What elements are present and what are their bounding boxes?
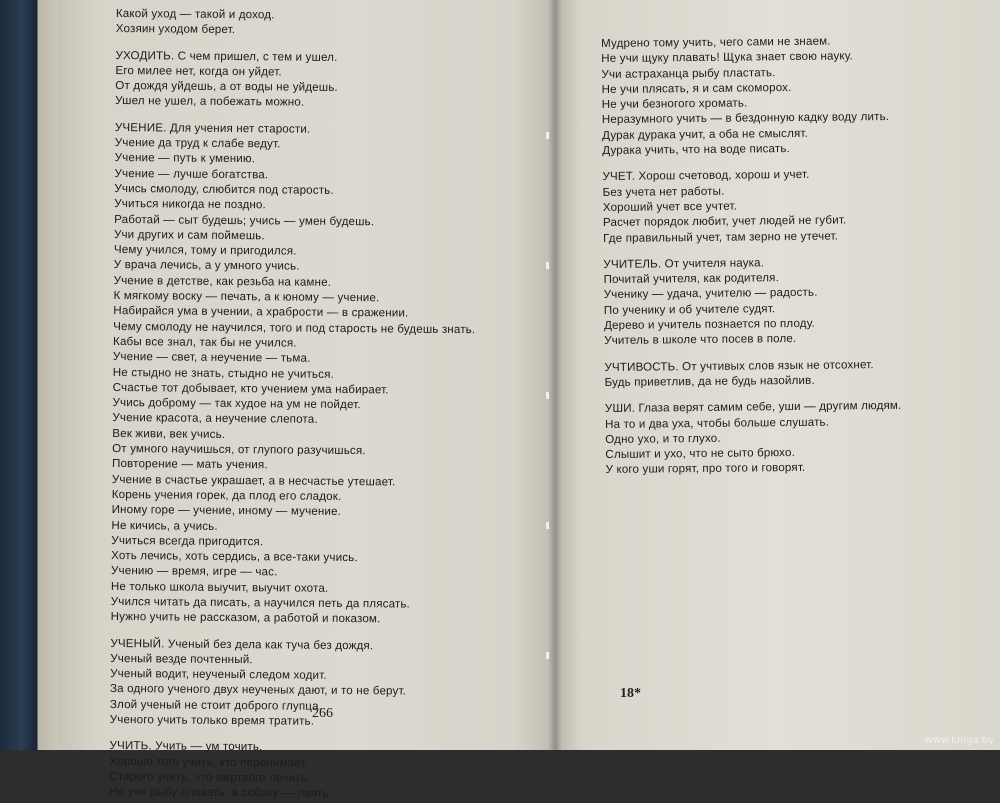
text-line: Расчет порядок любит, учет людей не губит.	[602, 213, 847, 230]
text-line: Одно ухо, и то глухо.	[605, 431, 721, 446]
text-line: К мягкому воску — печать, а к юному — учение.	[113, 289, 380, 305]
section-heading-line: УХОДИТЬ. С чем пришел, с тем и ушел.	[115, 48, 338, 64]
binding-stitch	[546, 392, 549, 399]
right-page-text	[601, 32, 996, 478]
text-line: Не кичись, а учись.	[111, 518, 218, 533]
text-line: Учение да труд к слабе ведут.	[114, 136, 281, 151]
text-line: Не только школа выучит, выучит охота.	[110, 579, 329, 595]
text-line: Хозяин уходом берет.	[115, 22, 236, 37]
binding-stitch	[546, 262, 549, 269]
text-line: Хороший учет все учтет.	[602, 199, 737, 214]
text-line: Слышит и ухо, что не сыто брюхо.	[605, 446, 796, 462]
text-line: За одного ученого двух неученых дают, и то не берут.	[109, 682, 407, 699]
text-line: Ученого учить только время тратить.	[109, 713, 315, 728]
binding-stitch	[546, 522, 549, 529]
text-line: Учиться всегда пригодится.	[111, 533, 264, 549]
text-line: Не учи плясать, я и сам скоморох.	[601, 80, 792, 96]
text-line: Почитай учителя, как родителя.	[603, 271, 779, 287]
text-line: Его милее нет, когда он уйдет.	[115, 63, 282, 79]
text-line: На то и два уха, чтобы больше слушать.	[604, 415, 830, 431]
text-line: Ушел не ушел, а побежать можно.	[115, 94, 305, 110]
section-heading-line: УЧЕНИЕ. Для учения нет старости.	[114, 120, 311, 136]
text-line: Учи астраханца рыбу пластать.	[601, 65, 776, 81]
text-line: Набирайся ума в учении, а храбрости — в сражении.	[113, 304, 409, 320]
text-line: Не учи рыбу плавать, а собаку — лаять.	[109, 785, 333, 801]
text-line: Без учета нет работы.	[602, 184, 725, 199]
section-heading-line: УЧЕНЫЙ. Ученый без дела как туча без дождя.	[110, 636, 374, 652]
binding-stitch	[546, 652, 549, 659]
text-line: Учение в детстве, как резьба на камне.	[113, 273, 332, 289]
text-line: Учение — путь к умению.	[114, 151, 256, 166]
text-line: У врача лечись, а у умного учись.	[113, 258, 300, 274]
text-line: Учение в счастье украшает, а в несчастье утешает.	[111, 472, 396, 489]
text-line: Чему учился, тому и пригодился.	[113, 243, 297, 258]
text-line: Дерево и учитель познается по плоду.	[603, 316, 815, 333]
text-line: Ученый везде почтенный.	[110, 651, 253, 667]
text-line: Не учи щуку плавать! Щука знает свою науку.	[601, 49, 853, 66]
page-signature-mark: 18*	[620, 686, 641, 701]
text-line: Корень учения горек, да плод его сладок.	[111, 487, 342, 503]
text-line: Будь приветлив, да не будь назойлив.	[604, 373, 815, 389]
text-line: Дурак дурака учит, а оба не смыслят.	[601, 126, 808, 142]
text-line: Не стыдно не знать, стыдно не учиться.	[112, 365, 334, 381]
text-line: Учение — лучше богатства.	[114, 166, 269, 182]
text-line: По ученику и об учителе судят.	[603, 301, 776, 317]
watermark: www.kniga.by	[924, 735, 994, 746]
text-line: Иному горе — учение, иному — мучение.	[111, 503, 342, 519]
left-page	[58, 0, 555, 801]
text-line: Где правильный учет, там зерно не утечет.	[603, 229, 839, 245]
text-line: Счастье тот добывает, кто учением ума набирает.	[112, 380, 389, 397]
text-line: Хоть лечись, хоть сердись, а все-таки учись.	[111, 549, 358, 565]
text-line: Ученый водит, неученый следом ходит.	[110, 667, 327, 683]
section-heading-line: УШИ. Глаза верят самим себе, уши — другим людям.	[604, 399, 902, 416]
section-heading-line: УЧТИВОСТЬ. От учтивых слов язык не отсохнет.	[604, 357, 874, 374]
text-line: Учение — свет, а неучение — тьма.	[112, 350, 311, 365]
text-line: Учись доброму — так худое на ум не пойдет.	[112, 396, 361, 412]
section-heading-line: УЧИТЕЛЬ. От учителя наука.	[603, 256, 765, 271]
text-line: Дурака учить, что на воде писать.	[602, 142, 790, 158]
text-line: Учению — время, игре — час.	[111, 564, 278, 579]
text-line: Мудрено тому учить, чего сами не знаем.	[601, 34, 831, 50]
text-line: Век живи, век учись.	[112, 426, 226, 441]
text-line: Неразумного учить — в бездонную кадку воду лить.	[601, 110, 890, 127]
text-line: Хорошо того учить, кто перенимает.	[109, 754, 309, 770]
text-line: Какой уход — такой и доход.	[115, 6, 275, 22]
text-line: Нужно учить не рассказом, а работой и показом.	[110, 610, 381, 626]
text-line: Повторение — мать учения.	[111, 457, 268, 472]
book-spine-cover	[0, 0, 62, 750]
left-page-text	[109, 6, 546, 803]
text-line: Работай — сыт будешь; учись — умен будешь.	[114, 212, 375, 228]
page-number: 266	[312, 706, 333, 721]
right-page	[555, 0, 1000, 750]
text-line: Не учи безногого хромать.	[601, 96, 748, 112]
text-line: От умного научишься, от глупого разучишься.	[112, 441, 366, 458]
text-line: У кого уши горят, про того и говорят.	[605, 461, 806, 477]
book-gutter	[548, 0, 562, 750]
text-line: Старого учить, что мертвого лечить.	[109, 769, 311, 785]
text-line: Злой ученый не стоит доброго глупца.	[109, 697, 323, 713]
text-line: Чему смолоду не научился, того и под старость не будешь знать.	[113, 319, 476, 336]
text-line: Учись смолоду, слюбится под старость.	[114, 181, 334, 197]
text-line: Учи других и сам поймешь.	[113, 227, 265, 243]
text-line: Учился читать да писать, а научился петь да плясать.	[110, 594, 411, 611]
text-line: Ученику — удача, учителю — радость.	[603, 286, 818, 302]
section-heading-line: УЧЕТ. Хорош счетовод, хорош и учет.	[602, 168, 810, 184]
text-line: Учитель в школе что посев в поле.	[604, 332, 797, 348]
section-heading-line: УЧИТЬ. Учить — ум точить.	[109, 739, 263, 754]
text-line: От дождя уйдешь, а от воды не уйдешь.	[115, 79, 338, 95]
binding-stitch	[546, 132, 549, 139]
text-line: Учение красота, а неучение слепота.	[112, 411, 318, 427]
text-line: Учиться никогда не поздно.	[114, 197, 266, 212]
text-line: Кабы все знал, так бы не учился.	[113, 334, 297, 350]
